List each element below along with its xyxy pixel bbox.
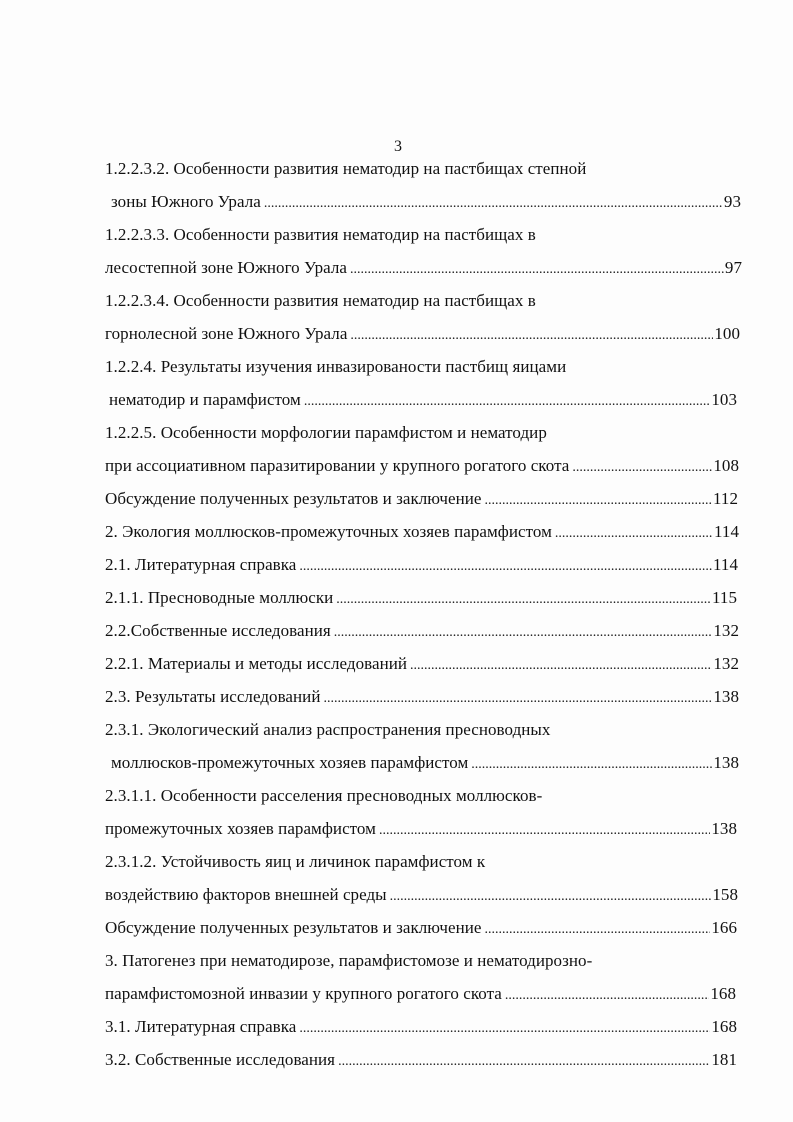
toc-entry-text: нематодир и парамфистом: [109, 390, 301, 409]
toc-line: [105, 291, 536, 311]
toc-entry-text: 2.1.1. Пресноводные моллюски: [105, 588, 334, 607]
toc-entry: [105, 588, 737, 610]
dot-leader: [410, 656, 712, 676]
dot-leader: [390, 887, 712, 907]
toc-entry: [105, 456, 739, 478]
toc-line-text: 2.3.1.1. Особенности расселения пресноводных моллюсков-: [105, 786, 543, 805]
toc-line-text: 1.2.2.3.3. Особенности развития нематодир на пастбищах в: [105, 225, 536, 244]
dot-leader: [572, 458, 712, 478]
toc-line: [105, 423, 547, 443]
toc-entry-text: 3.2. Собственные исследования: [105, 1050, 336, 1069]
toc-entry-text: 2.2.1. Материалы и методы исследований: [105, 654, 408, 673]
toc-entry: [109, 390, 737, 412]
toc-entry-text: парамфистомозной инвазии у крупного рогатого скота: [105, 984, 502, 1003]
toc-entry: [105, 885, 738, 907]
toc-entry-page: 103: [711, 390, 737, 409]
toc-line-text: 3. Патогенез при нематодирозе, парамфистомозе и нематодирозно-: [105, 951, 593, 970]
dot-leader: [323, 689, 712, 709]
toc-entry: [111, 753, 739, 775]
toc-entry: [105, 324, 740, 346]
toc-entry-text: лесостепной зоне Южного Урала: [105, 258, 348, 277]
page-number: 3: [394, 138, 402, 155]
dot-leader: [379, 821, 710, 841]
toc-entry: [105, 984, 736, 1006]
toc-entry-text: зоны Южного Урала: [111, 192, 261, 211]
toc-entry: [111, 192, 741, 214]
dot-leader: [485, 920, 711, 940]
toc-entry: [105, 918, 737, 940]
dot-leader: [338, 1052, 710, 1072]
toc-entry-text: 2.1. Литературная справка: [105, 555, 297, 574]
dot-leader: [304, 392, 711, 412]
toc-line-text: 2.3.1.2. Устойчивость яиц и личинок парамфистом к: [105, 852, 486, 871]
toc-entry-page: 138: [713, 687, 739, 706]
dot-leader: [299, 1019, 710, 1039]
toc-line: [105, 720, 550, 740]
dot-leader: [350, 260, 724, 280]
toc-entry-page: 115: [711, 588, 737, 607]
toc-entry: [105, 621, 739, 643]
toc-entry: [105, 522, 739, 544]
toc-entry-text: 2. Экология моллюсков-промежуточных хозяев парамфистом: [105, 522, 552, 541]
dot-leader: [485, 491, 712, 511]
toc-entry-page: 166: [711, 918, 737, 937]
toc-entry: [105, 489, 738, 511]
toc-entry-page: 132: [713, 654, 739, 673]
toc-line: [105, 786, 542, 806]
toc-entry-text: горнолесной зоне Южного Урала: [105, 324, 348, 343]
toc-entry-page: 108: [713, 456, 739, 475]
toc-entry-text: Обсуждение полученных результатов и заключение: [105, 918, 482, 937]
toc-entry-text: Обсуждение полученных результатов и заключение: [105, 489, 482, 508]
toc-entry-text: 3.1. Литературная справка: [105, 1017, 297, 1036]
toc-entry-text: при ассоциативном паразитировании у крупного рогатого скота: [105, 456, 570, 475]
toc-line: [105, 951, 592, 971]
toc-entry-page: 158: [712, 885, 738, 904]
toc-entry-page: 132: [713, 621, 739, 640]
toc-entry-page: 97: [724, 258, 742, 277]
toc-entry-page: 114: [712, 555, 738, 574]
toc-entry-page: 168: [711, 1017, 737, 1036]
dot-leader: [336, 590, 711, 610]
toc-entry-text: промежуточных хозяев парамфистом: [105, 819, 376, 838]
toc-entry: [105, 687, 739, 709]
toc-entry: [105, 555, 738, 577]
toc-entry-page: 181: [711, 1050, 737, 1069]
dot-leader: [264, 194, 723, 214]
dot-leader: [334, 623, 713, 643]
toc-entry-page: 93: [723, 192, 741, 211]
toc-entry-page: 168: [710, 984, 736, 1003]
dot-leader: [505, 986, 709, 1006]
toc-entry-page: 100: [714, 324, 740, 343]
toc-entry: [105, 1050, 737, 1072]
dot-leader: [350, 326, 713, 346]
toc-entry-page: 114: [713, 522, 739, 541]
toc-line-text: 2.3.1. Экологический анализ распространения пресноводных: [105, 720, 551, 739]
toc-line: [105, 225, 536, 245]
toc-entry-page: 138: [713, 753, 739, 772]
toc-line-text: 1.2.2.5. Особенности морфологии парамфистом и нематодир: [105, 423, 547, 442]
dot-leader: [555, 524, 713, 544]
toc-line: [105, 357, 566, 377]
toc-entry-text: моллюсков-промежуточных хозяев парамфистом: [111, 753, 469, 772]
toc-entry-text: 2.3. Результаты исследований: [105, 687, 321, 706]
toc-line: [105, 852, 485, 872]
dot-leader: [299, 557, 712, 577]
toc-entry-page: 138: [711, 819, 737, 838]
toc-line-text: 1.2.2.3.4. Особенности развития нематодир на пастбищах в: [105, 291, 536, 310]
toc-entry: [105, 1017, 737, 1039]
toc-line-text: 1.2.2.4. Результаты изучения инвазированости пастбищ яицами: [105, 357, 567, 376]
toc-entry-page: 112: [712, 489, 738, 508]
toc-entry: [105, 258, 742, 280]
toc-line-text: 1.2.2.3.2. Особенности развития нематодир на пастбищах степной: [105, 159, 587, 178]
toc-entry-text: воздействию факторов внешней среды: [105, 885, 387, 904]
toc-entry: [105, 654, 739, 676]
toc-entry-text: 2.2.Собственные исследования: [105, 621, 331, 640]
dot-leader: [471, 755, 712, 775]
toc-line: [105, 159, 586, 179]
toc-entry: [105, 819, 737, 841]
